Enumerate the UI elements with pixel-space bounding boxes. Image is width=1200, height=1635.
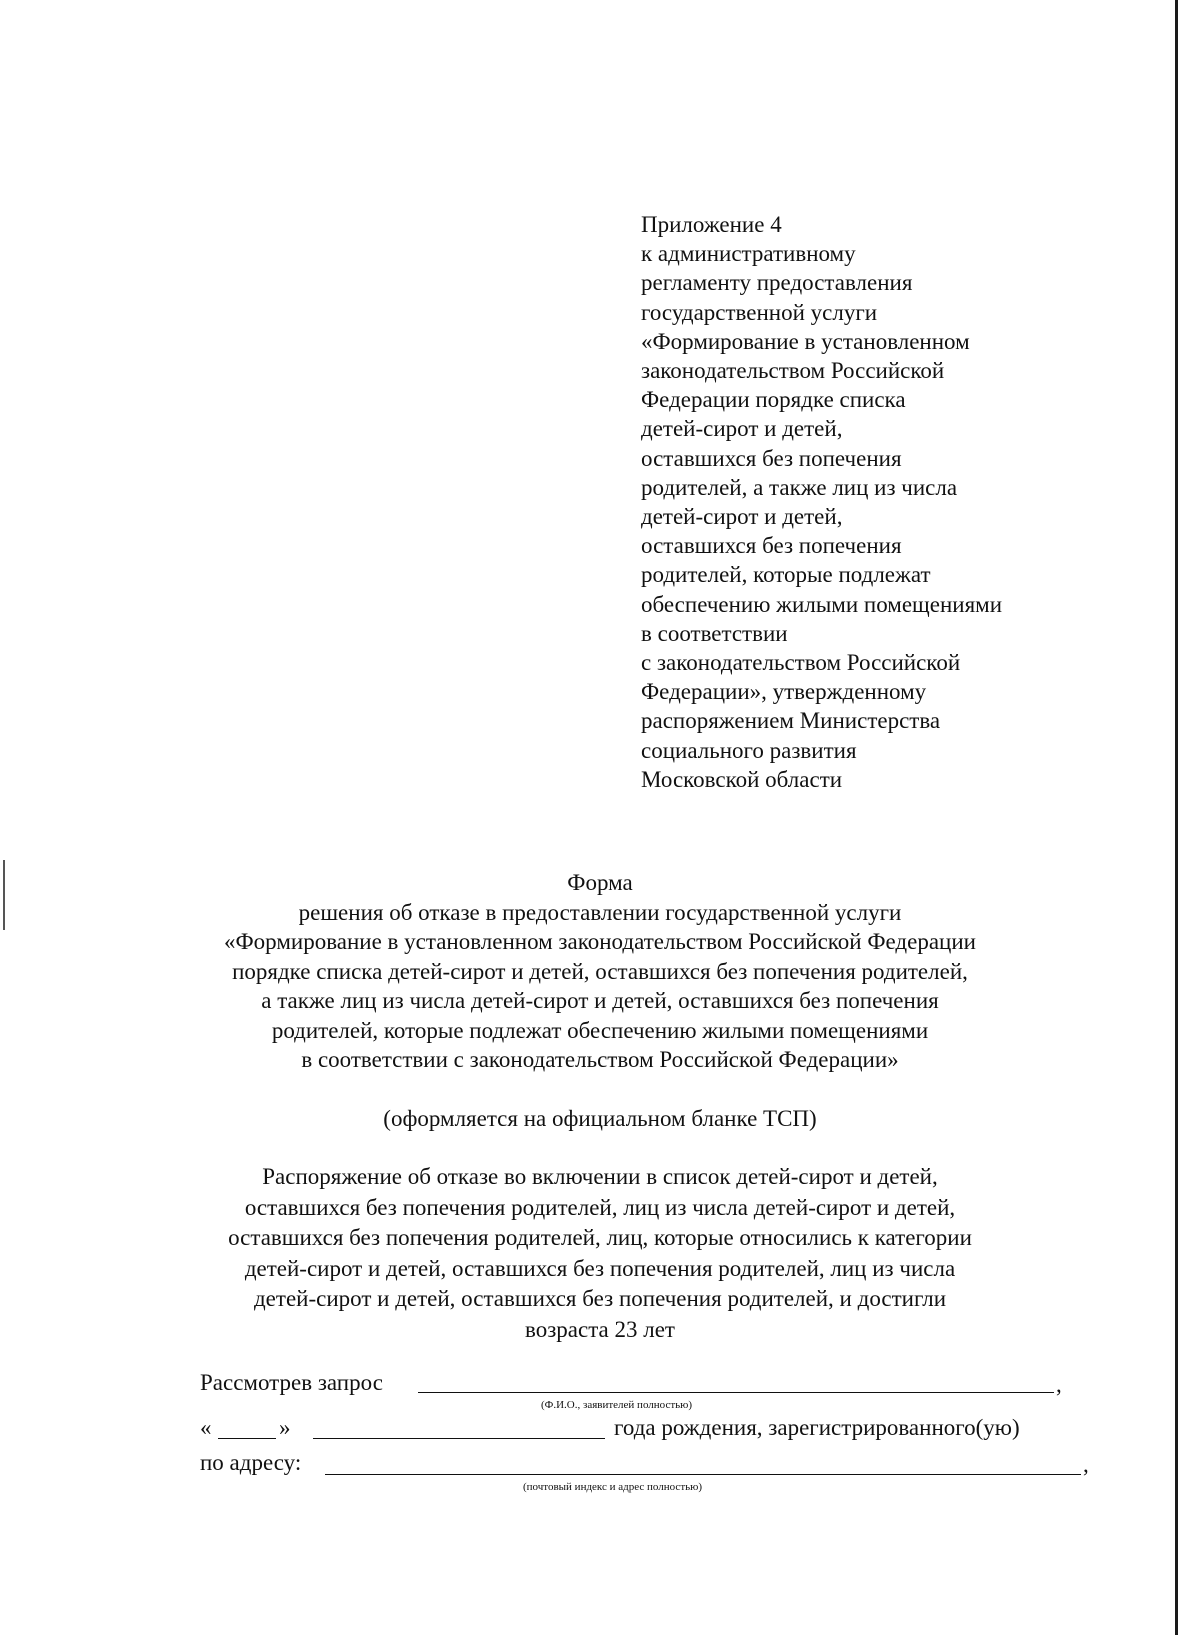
blank-note <box>150 1104 1050 1134</box>
day-open-quote: « <box>200 1415 212 1440</box>
order-title-line: возраста 23 лет <box>525 1316 675 1342</box>
order-title-line: Распоряжение об отказе во включении в список детей-сирот и детей, <box>262 1164 938 1189</box>
appendix-line: законодательством Российской <box>641 358 945 384</box>
appendix-line: к административному <box>641 241 856 267</box>
address-label: по адресу: <box>200 1450 302 1475</box>
address-line[interactable] <box>325 1474 1081 1475</box>
form-title-line: решения об отказе в предоставлении государственной услуги <box>298 899 902 925</box>
address-caption: (почтовый индекс и адрес полностью) <box>523 1481 703 1493</box>
birth-day-line[interactable] <box>218 1438 276 1439</box>
form-title-line: порядке списка детей-сирот и детей, оставшихся без попечения родителей, <box>232 958 968 984</box>
request-label: Рассмотрев запрос <box>200 1370 383 1395</box>
address-comma: , <box>1083 1452 1089 1477</box>
applicant-name-line[interactable] <box>418 1392 1054 1393</box>
appendix-line: с законодательством Российской <box>641 650 961 676</box>
appendix-line: оставшихся без попечения <box>641 445 902 471</box>
form-title <box>150 868 1050 1075</box>
form-title-line: Форма <box>567 870 633 895</box>
appendix-line: оставшихся без попечения <box>641 533 902 559</box>
order-title-line: детей-сирот и детей, оставшихся без попечения родителей, и достигли <box>253 1286 947 1311</box>
appendix-line: социального развития <box>641 737 857 763</box>
appendix-line: детей-сирот и детей, <box>641 504 843 530</box>
applicant-name-caption: (Ф.И.О., заявителей полностью) <box>541 1399 693 1411</box>
scan-border <box>1175 0 1178 1635</box>
appendix-line: Приложение 4 <box>641 212 782 237</box>
order-title-line: оставшихся без попечения родителей, лиц из числа детей-сирот и детей, <box>244 1194 956 1220</box>
appendix-line: Федерации», утвержденному <box>641 679 927 705</box>
order-title-line: детей-сирот и детей, оставшихся без попечения родителей, лиц из числа <box>244 1255 956 1281</box>
appendix-line: Московской области <box>641 766 843 792</box>
order-title <box>150 1162 1050 1345</box>
appendix-line: Федерации порядке списка <box>641 387 906 413</box>
form-title-line: а также лиц из числа детей-сирот и детей, оставшихся без попечения <box>261 988 939 1013</box>
form-title-line: в соответствии с законодательством Российской Федерации» <box>301 1047 899 1072</box>
birth-month-line[interactable] <box>313 1438 605 1439</box>
request-comma: , <box>1056 1372 1062 1397</box>
birth-label: года рождения, зарегистрированного(ую) <box>614 1415 1020 1440</box>
appendix-line: «Формирование в установленном <box>641 328 970 354</box>
blank-note-text: (оформляется на официальном бланке ТСП) <box>383 1106 817 1131</box>
appendix-line: обеспечению жилыми помещениями <box>641 591 1003 617</box>
appendix-line: государственной услуги <box>641 299 878 325</box>
appendix-line: детей-сирот и детей, <box>641 416 843 442</box>
appendix-header <box>641 210 1121 794</box>
form-title-line: родителей, которые подлежат обеспечению жилыми помещениями <box>271 1017 929 1043</box>
order-title-line: оставшихся без попечения родителей, лиц, которые относились к категории <box>228 1225 972 1250</box>
form-title-line: «Формирование в установленном законодательством Российской Федерации <box>224 929 976 954</box>
appendix-line: в соответствии <box>641 620 788 646</box>
day-close-quote: » <box>279 1415 291 1440</box>
appendix-line: родителей, которые подлежат <box>641 562 931 588</box>
appendix-line: регламенту предоставления <box>641 270 913 296</box>
scan-artifact <box>3 860 5 930</box>
appendix-line: родителей, а также лиц из числа <box>641 474 958 500</box>
appendix-line: распоряжением Министерства <box>641 708 941 734</box>
